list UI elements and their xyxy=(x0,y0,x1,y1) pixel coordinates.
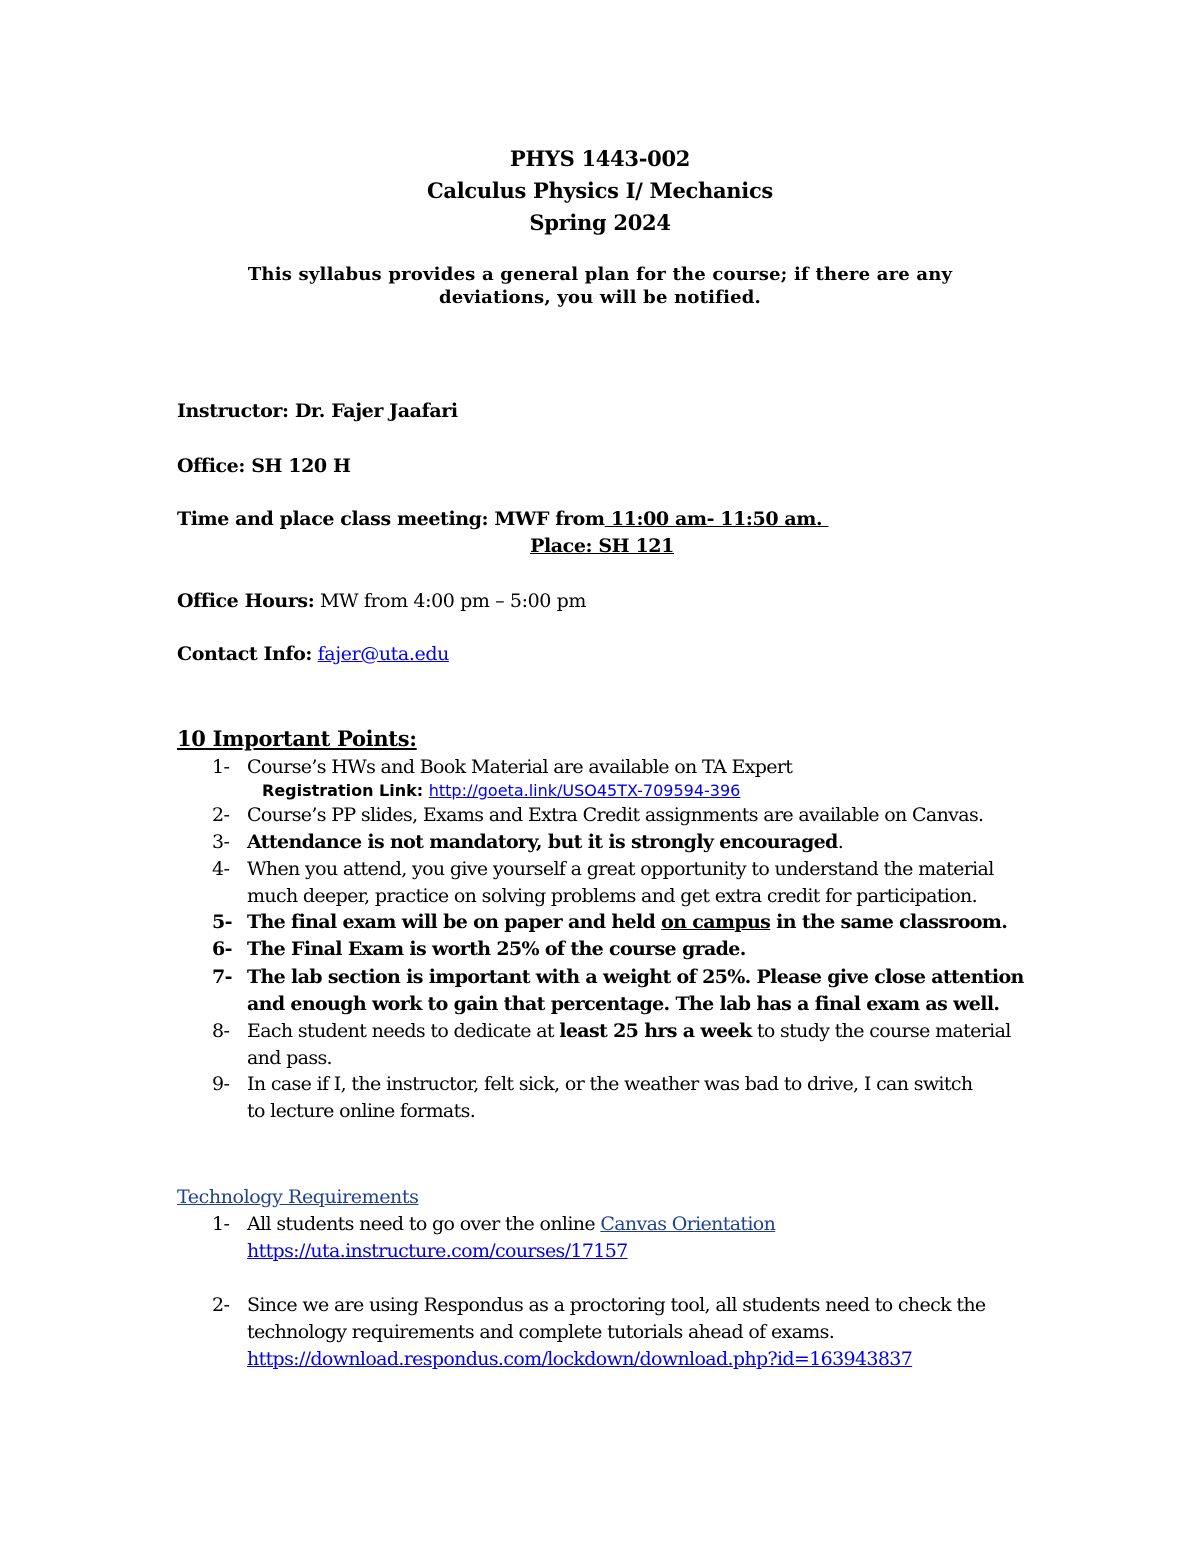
respondus-download-link[interactable]: https://download.respondus.com/lockdown/download.php?id=163943837 xyxy=(247,1348,913,1370)
class-meeting-line xyxy=(177,508,828,530)
syllabus-notice-line1: This syllabus provides a general plan for the course; if there are any xyxy=(247,264,953,285)
on-campus-text: on campus xyxy=(661,911,771,933)
list-number: 9- xyxy=(212,1073,230,1095)
canvas-orientation-pre: All students need to go over the online xyxy=(247,1213,601,1235)
registration-line xyxy=(262,781,740,800)
study-pre: Each student needs to dedicate at xyxy=(247,1020,560,1042)
list-item-text: The Final Exam is worth 25% of the course grade. xyxy=(247,938,746,960)
list-item-text xyxy=(247,1020,1011,1042)
list-number: 2- xyxy=(212,804,230,826)
office-hours-value: MW from 4:00 pm – 5:00 pm xyxy=(314,590,586,612)
canvas-course-url-link[interactable]: https://uta.instructure.com/courses/17157 xyxy=(247,1240,628,1262)
syllabus-notice-line2: deviations, you will be notified. xyxy=(438,287,762,308)
list-item-text: Course’s PP slides, Exams and Extra Credit assignments are available on Canvas. xyxy=(247,804,984,826)
technology-requirements-heading[interactable]: Technology Requirements xyxy=(177,1186,419,1208)
office-line: Office: SH 120 H xyxy=(177,455,351,477)
registration-link[interactable]: http://goeta.link/USO45TX-709594-396 xyxy=(428,781,741,800)
important-points-heading: 10 Important Points: xyxy=(177,726,417,751)
list-number: 7- xyxy=(212,966,232,988)
instructor-line: Instructor: Dr. Fajer Jaafari xyxy=(177,400,458,422)
final-exam-post: in the same classroom. xyxy=(770,911,1008,933)
list-item-text: Since we are using Respondus as a proctoring tool, all students need to check the xyxy=(247,1294,986,1316)
course-title: Calculus Physics I/ Mechanics xyxy=(427,178,773,203)
canvas-orientation-link[interactable]: Canvas Orientation xyxy=(600,1213,776,1235)
list-number: 8- xyxy=(212,1020,230,1042)
class-place: Place: SH 121 xyxy=(530,535,674,557)
contact-line xyxy=(177,643,449,665)
attendance-bold-text: Attendance is not mandatory, but it is strongly encouraged xyxy=(247,831,838,853)
course-code: PHYS 1443-002 xyxy=(509,146,691,171)
list-item-text-continued: to lecture online formats. xyxy=(247,1100,476,1122)
list-number: 5- xyxy=(212,911,232,933)
registration-label: Registration Link: xyxy=(262,781,429,800)
list-number: 3- xyxy=(212,831,230,853)
class-meeting-time: 11:00 am- 11:50 am. xyxy=(604,508,829,530)
list-item-text-continued: technology requirements and complete tutorials ahead of exams. xyxy=(247,1321,835,1343)
class-meeting-label: Time and place class meeting: MWF from xyxy=(177,508,605,530)
list-number: 4- xyxy=(212,858,230,880)
list-item-text-continued: and enough work to gain that percentage. The lab has a final exam as well. xyxy=(247,993,1000,1015)
list-number: 1- xyxy=(212,756,230,778)
list-item-text: When you attend, you give yourself a great opportunity to understand the material xyxy=(247,858,994,880)
list-number: 2- xyxy=(212,1294,230,1316)
list-item-text xyxy=(247,1213,775,1235)
course-term: Spring 2024 xyxy=(529,210,671,235)
list-number: 6- xyxy=(212,938,232,960)
list-item-text xyxy=(247,831,843,853)
final-exam-pre: The final exam will be on paper and held xyxy=(247,911,662,933)
list-item-text: Course’s HWs and Book Material are available on TA Expert xyxy=(247,756,793,778)
list-number: 1- xyxy=(212,1213,230,1235)
list-item-text: The lab section is important with a weight of 25%. Please give close attention xyxy=(247,966,1024,988)
office-hours-line xyxy=(177,590,586,612)
list-item-text xyxy=(247,911,1007,933)
attendance-period: . xyxy=(837,831,844,853)
list-item-text-continued: and pass. xyxy=(247,1047,332,1069)
office-hours-label: Office Hours: xyxy=(177,590,315,612)
study-post: to study the course material xyxy=(751,1020,1011,1042)
list-item-text: In case if I, the instructor, felt sick, or the weather was bad to drive, I can switch xyxy=(247,1073,973,1095)
list-item-text-continued: much deeper, practice on solving problems and get extra credit for participation. xyxy=(247,885,977,907)
contact-label: Contact Info: xyxy=(177,643,313,665)
contact-email-link[interactable]: fajer@uta.edu xyxy=(317,643,449,665)
study-hours-bold: least 25 hrs a week xyxy=(559,1020,752,1042)
